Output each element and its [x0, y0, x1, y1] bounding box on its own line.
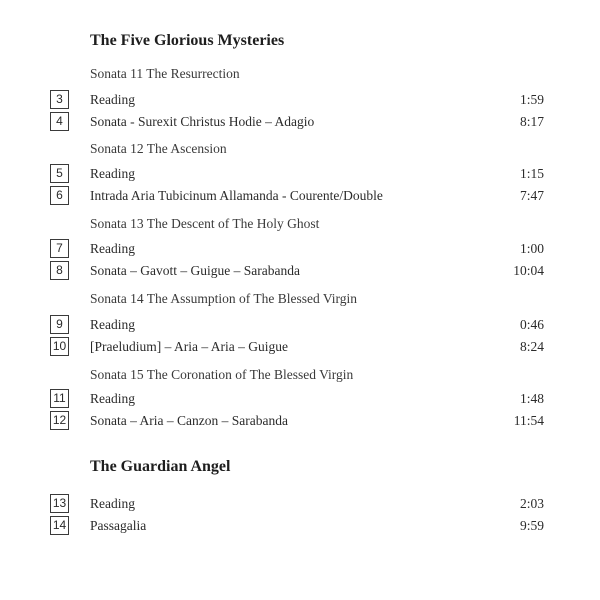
sonata-subtitle: Sonata 14 The Assumption of The Blessed Virgin: [90, 291, 358, 306]
track-title: Reading: [90, 241, 135, 256]
track-row[interactable]: [0, 90, 600, 110]
track-row[interactable]: [0, 186, 600, 206]
section-heading: The Five Glorious Mysteries: [90, 32, 285, 49]
sonata-subtitle: Sonata 13 The Descent of The Holy Ghost: [90, 216, 320, 231]
track-duration: 10:04: [513, 263, 544, 278]
section-heading: The Guardian Angel: [90, 458, 231, 475]
track-number: 13: [50, 494, 69, 513]
track-duration: 1:59: [519, 92, 544, 107]
track-title: Intrada Aria Tubicinum Allamanda - Courente/Double: [90, 188, 383, 203]
track-title: Sonata - Surexit Christus Hodie – Adagio: [90, 114, 315, 129]
track-row[interactable]: [0, 337, 600, 357]
track-duration: 8:17: [519, 114, 544, 129]
track-duration: 8:24: [519, 339, 544, 354]
sonata-subtitle: Sonata 12 The Ascension: [90, 141, 227, 156]
track-row[interactable]: [0, 411, 600, 431]
track-title: Sonata – Aria – Canzon – Sarabanda: [90, 413, 288, 428]
track-duration: 2:03: [519, 496, 544, 511]
track-duration: 7:47: [519, 188, 544, 203]
sonata-subtitle: Sonata 11 The Resurrection: [90, 66, 240, 81]
track-duration: 0:46: [519, 317, 544, 332]
track-duration: 9:59: [519, 518, 544, 533]
track-number: 8: [50, 261, 69, 280]
track-number: 14: [50, 516, 69, 535]
track-title: Reading: [90, 166, 135, 181]
track-row[interactable]: [0, 389, 600, 409]
track-title: Passagalia: [90, 518, 147, 533]
track-title: Reading: [90, 317, 135, 332]
track-title: Reading: [90, 92, 135, 107]
track-duration: 11:54: [513, 413, 544, 428]
track-number: 9: [50, 315, 69, 334]
track-number: 10: [50, 337, 69, 356]
track-row[interactable]: [0, 261, 600, 281]
track-row[interactable]: [0, 516, 600, 536]
track-duration: 1:15: [519, 166, 544, 181]
track-number: 11: [50, 389, 69, 408]
track-row[interactable]: [0, 494, 600, 514]
track-row[interactable]: [0, 112, 600, 132]
track-number: 7: [50, 239, 69, 258]
track-duration: 1:48: [519, 391, 544, 406]
track-title: Reading: [90, 391, 135, 406]
track-title: [Praeludium] – Aria – Aria – Guigue: [90, 339, 288, 354]
track-row[interactable]: [0, 164, 600, 184]
track-number: 5: [50, 164, 69, 183]
track-number: 12: [50, 411, 69, 430]
track-title: Reading: [90, 496, 135, 511]
track-number: 4: [50, 112, 69, 131]
track-duration: 1:00: [519, 241, 544, 256]
track-row[interactable]: [0, 239, 600, 259]
sonata-subtitle: Sonata 15 The Coronation of The Blessed Virgin: [90, 367, 354, 382]
track-title: Sonata – Gavott – Guigue – Sarabanda: [90, 263, 300, 278]
track-number: 6: [50, 186, 69, 205]
track-number: 3: [50, 90, 69, 109]
track-row[interactable]: [0, 315, 600, 335]
